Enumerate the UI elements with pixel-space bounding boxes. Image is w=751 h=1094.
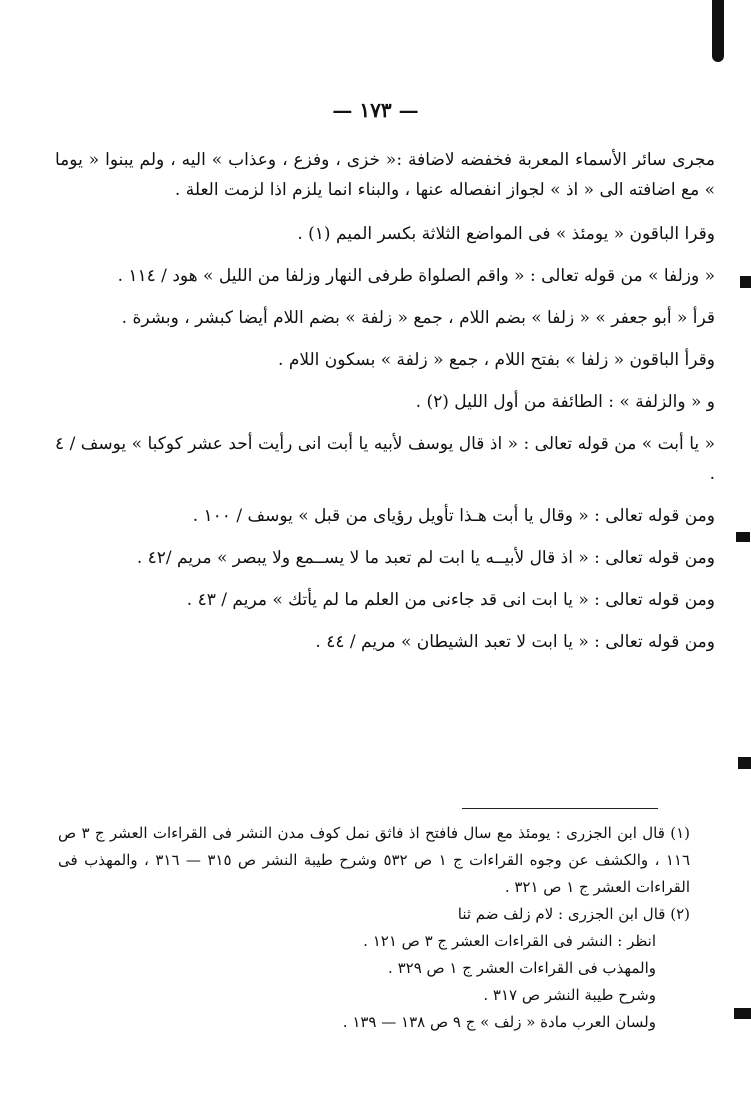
- footnotes: [58, 820, 714, 1036]
- paragraph: ومن قوله تعالى : « وقال يا أبت هـذا تأويل رؤياى من قبل » يوسف / ١٠٠ .: [192, 506, 715, 526]
- footnote-reference: والمهذب فى القراءات العشر ج ١ ص ٣٢٩ .: [388, 959, 656, 977]
- paragraph: « يا أبت » من قوله تعالى : « اذ قال يوسف لأبيه يا أبت انى رأيت أحد عشر كوكبا » يوسف / ٤ .: [55, 434, 715, 484]
- paragraph: ومن قوله تعالى : « يا ابت انى قد جاءنى من العلم ما لم يأتك » مريم / ٤٣ .: [186, 590, 715, 610]
- scan-edge-mark: [736, 532, 750, 542]
- footnote: (١) قال ابن الجزرى : يومئذ مع سال فافتح اذ فاثق نمل كوف مدن النشر فى القراءات العشر ج ٣ ص ١١٦ ، والكشف عن وجوه القراءات ج ١ ص ٥٣٢ وشرح طيبة النشر ص ٣١٥ — ٣١٦ ، والمهذب فى القراءات العشر ج ١ ص ٣٢١ .: [58, 824, 691, 896]
- scan-edge-mark: [734, 1008, 751, 1019]
- scan-edge-mark: [712, 0, 724, 62]
- page-number: — ١٧٣ —: [332, 98, 419, 122]
- paragraph: ومن قوله تعالى : « اذ قال لأبيــه يا ابت لم تعبد ما لا يســمع ولا يبصر » مريم /٤٢ .: [136, 548, 715, 568]
- footnote-reference: ولسان العرب مادة « زلف » ج ٩ ص ١٣٨ — ١٣٩ .: [342, 1013, 656, 1031]
- paragraph: مجرى سائر الأسماء المعربة فخفضه لاضافة :« خزى ، وفزع ، وعذاب » اليه ، ولم يبنوا « يوما » مع اضافته الى « اذ » لجواز انفصاله عنها ، والبناء انما يلزم اذا لزمت العلة .: [55, 150, 715, 200]
- footnote-reference: وشرح طيبة النشر ص ٣١٧ .: [483, 986, 656, 1004]
- footnote: (٢) قال ابن الجزرى : لام زلف ضم ثنا: [457, 905, 690, 923]
- footnote-separator: [462, 808, 658, 809]
- main-text: [55, 145, 715, 669]
- paragraph: وقرا الباقون « يومئذ » فى المواضع الثلاثة بكسر الميم (١) .: [297, 224, 715, 244]
- paragraph: ومن قوله تعالى : « يا ابت لا تعبد الشيطان » مريم / ٤٤ .: [315, 632, 715, 652]
- paragraph: « وزلفا » من قوله تعالى : « واقم الصلواة طرفى النهار وزلفا من الليل » هود / ١١٤ .: [117, 266, 715, 286]
- paragraph: و « والزلفة » : الطائفة من أول الليل (٢) .: [415, 392, 715, 412]
- scan-edge-mark: [740, 276, 751, 288]
- scan-edge-mark: [738, 757, 751, 769]
- footnote-reference: انظر : النشر فى القراءات العشر ج ٣ ص ١٢١ .: [363, 932, 656, 950]
- paragraph: وقرأ الباقون « زلفا » بفتح اللام ، جمع « زلفة » بسكون اللام .: [278, 350, 715, 370]
- paragraph: قرأ « أبو جعفر » « زلفا » بضم اللام ، جمع « زلفة » بضم اللام أيضا كبشر ، وبشرة .: [121, 308, 715, 328]
